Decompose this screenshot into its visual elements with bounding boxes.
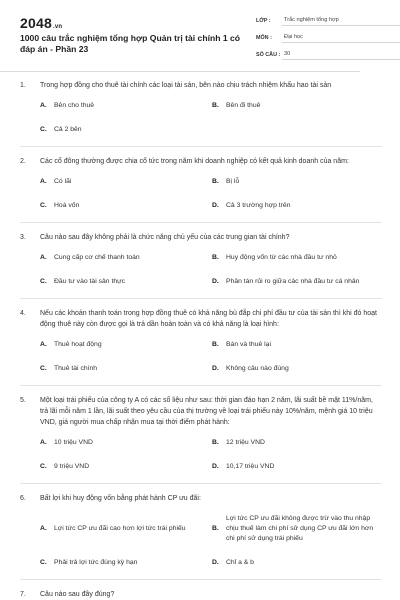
option-text: Huy động vốn từ các nhà đầu tư nhỏ (226, 254, 337, 261)
question-divider (20, 298, 382, 299)
question-item (20, 589, 382, 600)
meta-count-row (256, 46, 400, 60)
document-header (20, 0, 380, 70)
option-letter: D. (212, 365, 219, 372)
option-text: Cả 3 trường hợp trên (226, 202, 291, 209)
question-number: 1. (20, 82, 26, 89)
site-logo[interactable]: 2048.vn (20, 15, 63, 31)
option-text: Bán và thuê lại (226, 341, 271, 348)
option-letter: B. (212, 178, 219, 185)
question-item (20, 493, 382, 568)
option-text: 12 triệu VND (226, 439, 265, 446)
answer-option[interactable] (212, 177, 382, 187)
option-text: Hoà vốn (54, 202, 80, 209)
option-text: Phân tán rủi ro giữa các nhà đầu tư cá nhân (226, 278, 360, 285)
option-letter: C. (40, 126, 47, 133)
question-text: Câu nào sau đây không phải là chức năng chủ yếu của các trung gian tài chính? (40, 234, 290, 241)
option-letter: A. (40, 102, 47, 109)
answer-options (20, 177, 382, 211)
option-text: Đầu tư vào tài sản thực (54, 278, 126, 285)
question-text: Nếu các khoản thanh toán trong hợp đồng thuê có khả năng bù đắp chi phí đầu tư của tài sản thì khi đó hoạt động thuê này còn được gọi là trả dần hoàn toàn và có khả năng là loại hình: (40, 310, 377, 328)
answer-option[interactable] (212, 462, 382, 472)
document-meta (256, 12, 400, 63)
option-text: Chỉ a & b (226, 559, 254, 566)
option-text: Bị lỗ (226, 178, 240, 185)
answer-option[interactable] (212, 253, 382, 263)
question-item (20, 308, 382, 374)
answer-options (20, 514, 382, 568)
question-text: Bất lợi khi huy động vốn bằng phát hành CP ưu đãi: (40, 495, 201, 502)
question-text: Câu nào sau đây đúng? (40, 591, 115, 598)
question-item (20, 80, 382, 135)
option-text: Bên cho thuê (54, 102, 95, 109)
option-text: Cung cấp cơ chế thanh toán (54, 254, 140, 261)
option-text: Không câu nào đúng (226, 365, 289, 372)
meta-class-row (256, 12, 400, 26)
question-number: 2. (20, 158, 26, 165)
question-number: 5. (20, 397, 26, 404)
option-text: Lợi tức CP ưu đãi cao hơn lợi tức trái phiếu (54, 525, 186, 532)
option-letter: D. (212, 463, 219, 470)
answer-option[interactable] (40, 177, 212, 187)
answer-option[interactable] (40, 438, 212, 448)
header-divider (0, 71, 360, 72)
document-title: 1000 câu trắc nghiệm tổng hợp Quản trị tài chính 1 có đáp án - Phần 23 (20, 33, 241, 54)
option-letter: B. (212, 439, 219, 446)
question-item (20, 232, 382, 287)
option-letter: A. (40, 525, 47, 532)
question-number: 4. (20, 310, 26, 317)
option-letter: B. (212, 102, 219, 109)
option-text: 9 triệu VND (54, 463, 90, 470)
option-text: Lợi tức CP ưu đãi không được trừ vào thu nhập chịu thuế làm chi phí sử dụng CP ưu đãi lớn hơn chi phí sử dụng trái phiếu (226, 515, 374, 542)
option-letter: D. (212, 278, 219, 285)
answer-option[interactable] (40, 558, 212, 568)
answer-option[interactable] (212, 438, 382, 448)
answer-option[interactable] (212, 277, 382, 287)
answer-option[interactable] (40, 125, 212, 135)
question-number: 3. (20, 234, 26, 241)
meta-value: Trắc nghiệm tổng hợp (282, 17, 400, 26)
option-letter: A. (40, 439, 47, 446)
option-letter: B. (212, 254, 219, 261)
option-letter: B. (212, 525, 219, 532)
option-letter: C. (40, 202, 47, 209)
option-text: 10 triệu VND (54, 439, 93, 446)
meta-label: LỚP : (256, 18, 271, 24)
answer-option[interactable] (40, 514, 212, 544)
meta-value: 30 (282, 51, 400, 60)
option-text: Phải trả lợi tức đúng kỳ hạn (54, 559, 138, 566)
meta-value: Đại học (282, 34, 400, 43)
answer-option[interactable] (212, 201, 382, 211)
option-text: 10,17 triệu VND (226, 463, 275, 470)
question-divider (20, 222, 382, 223)
answer-option[interactable] (40, 253, 212, 263)
answer-option[interactable] (40, 101, 212, 111)
option-text: Cả 2 bên (54, 126, 82, 133)
answer-option[interactable] (212, 364, 382, 374)
option-text: Thuê hoạt động (54, 341, 102, 348)
question-divider (20, 483, 382, 484)
option-text: Thuê tài chính (54, 365, 98, 372)
question-divider (20, 385, 382, 386)
option-letter: C. (40, 365, 47, 372)
answer-options (20, 438, 382, 472)
answer-option[interactable] (212, 558, 382, 568)
answer-option[interactable] (40, 462, 212, 472)
question-text: Các cổ đông thường được chia cổ tức trong năm khi doanh nghiệp có kết quả kinh doanh của năm: (40, 158, 349, 165)
option-text: Có lãi (54, 178, 72, 185)
option-letter: C. (40, 463, 47, 470)
option-letter: B. (212, 341, 219, 348)
question-item (20, 156, 382, 211)
option-letter: D. (212, 559, 219, 566)
answer-option[interactable] (212, 101, 382, 111)
question-text: Trong hợp đồng cho thuê tài chính các loại tài sản, bên nào chịu trách nhiệm khấu hao tài sản (40, 82, 332, 89)
answer-option[interactable] (212, 340, 382, 350)
option-letter: C. (40, 559, 47, 566)
answer-option[interactable] (40, 340, 212, 350)
question-item (20, 395, 382, 472)
option-letter: A. (40, 341, 47, 348)
answer-options (20, 253, 382, 287)
option-letter: C. (40, 278, 47, 285)
answer-option[interactable] (212, 514, 382, 544)
meta-label: SỐ CÂU : (256, 52, 281, 58)
question-number: 7. (20, 591, 26, 598)
option-letter: A. (40, 178, 47, 185)
option-letter: A. (40, 254, 47, 261)
answer-options (20, 101, 382, 135)
answer-options (20, 340, 382, 374)
option-text: Bên đi thuê (226, 102, 261, 109)
question-divider (20, 146, 382, 147)
option-letter: D. (212, 202, 219, 209)
answer-option[interactable] (40, 277, 212, 287)
meta-label: MÔN : (256, 35, 272, 41)
question-number: 6. (20, 495, 26, 502)
question-text: Một loại trái phiếu của công ty A có các số liệu như sau: thời gian đáo hạn 2 năm, lãi suất bề mặt 11%/năm, trả lãi mỗi năm 1 lần, lãi suất theo yêu cầu của thị trường về loại trái phiếu này 10%/năm, mệnh giá 10 triệu VND, giá người mua chấp nhận mua tại thời điểm phát hành: (40, 397, 373, 426)
meta-subject-row (256, 29, 400, 43)
question-list (20, 80, 382, 600)
answer-option[interactable] (40, 364, 212, 374)
question-divider (20, 579, 382, 580)
answer-option[interactable] (40, 201, 212, 211)
